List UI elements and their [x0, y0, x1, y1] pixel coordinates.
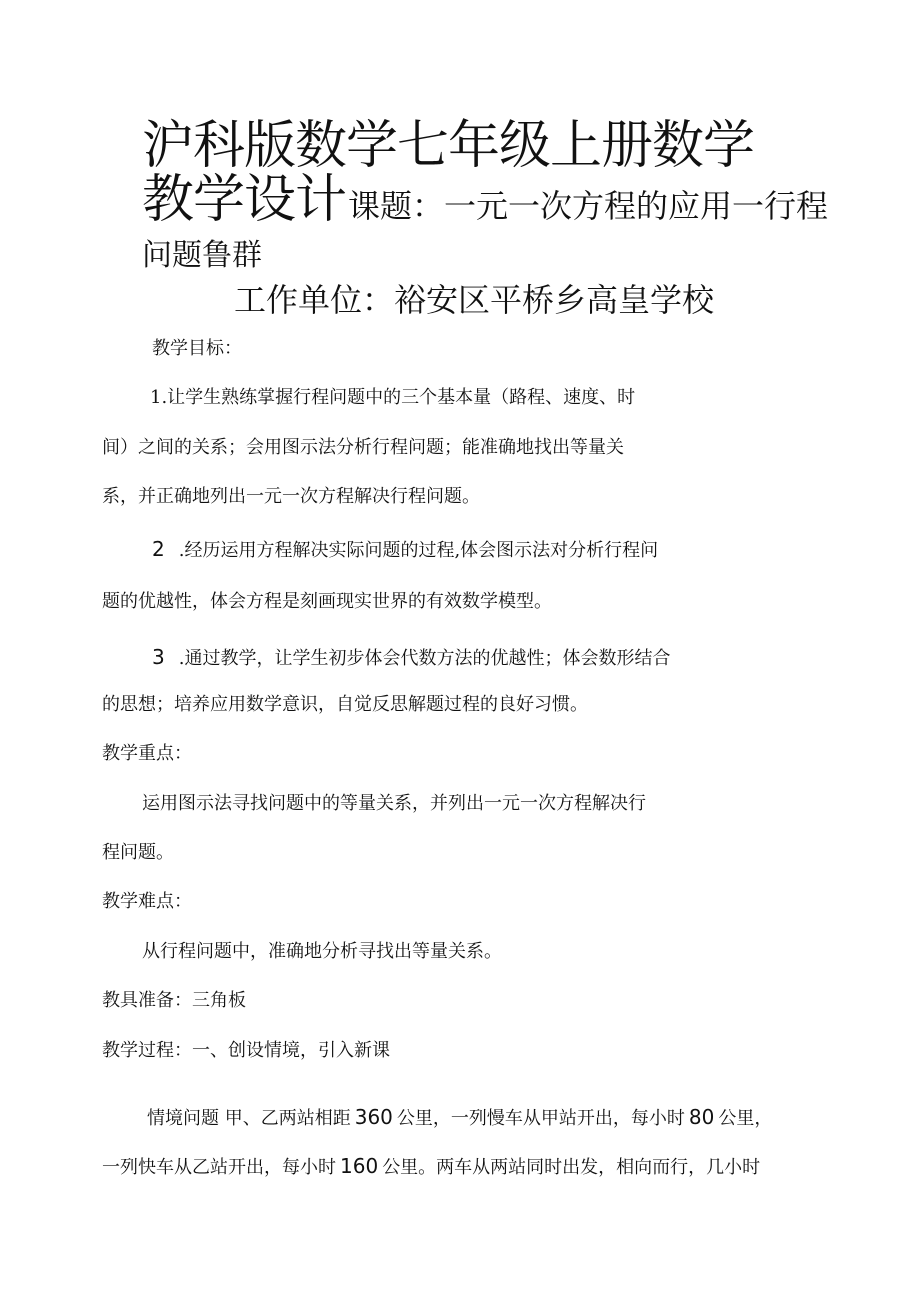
problem-text-4: 一列快车从乙站开出，每小时: [102, 1157, 336, 1178]
objective-1-line-1: 1.让学生熟练掌握行程问题中的三个基本量（路程、速度、时: [150, 387, 636, 408]
slow-speed-value: 80: [688, 1105, 715, 1129]
lesson-topic: 课题：一元一次方程的应用一行程: [348, 187, 829, 225]
difficulty-heading: 教学难点：: [102, 891, 192, 912]
objective-2-text: .经历运用方程解决实际问题的过程,体会图示法对分析行程问: [178, 540, 659, 561]
title-big-part: 教学设计: [142, 170, 347, 230]
objective-3-line-2: 的思想；培养应用数学意识，自觉反思解题过程的良好习惯。: [102, 694, 588, 715]
tools-line: 教具准备：三角板: [102, 990, 246, 1011]
key-point-line-2: 程问题。: [102, 842, 174, 863]
problem-text-5: 公里。两车从两站同时出发，相向而行，几小时: [382, 1157, 761, 1178]
title-line-2: [142, 172, 828, 228]
objective-2-line-1: [152, 537, 658, 563]
key-point-line-1: 运用图示法寻找问题中的等量关系，并列出一元一次方程解决行: [142, 793, 646, 814]
teacher-name-line: 问题鲁群: [142, 238, 262, 273]
problem-line-1: [147, 1105, 772, 1131]
objective-3-number: 3: [152, 645, 165, 669]
fast-speed-value: 160: [340, 1154, 379, 1178]
process-line: 教学过程：一、创设情境，引入新课: [102, 1040, 390, 1061]
distance-value: 360: [354, 1105, 393, 1129]
problem-text-3: 公里，: [718, 1108, 773, 1129]
key-point-heading: 教学重点：: [102, 743, 192, 764]
objective-2-number: 2: [152, 537, 165, 561]
work-unit: 工作单位：裕安区平桥乡高皇学校: [234, 281, 715, 319]
title-line-1: 沪科版数学七年级上册数学: [142, 116, 755, 176]
objective-1-line-3: 系，并正确地列出一元一次方程解决行程问题。: [102, 486, 480, 507]
objective-2-line-2: 题的优越性，体会方程是刻画现实世界的有效数学模型。: [102, 591, 552, 612]
problem-text-2: 公里，一列慢车从甲站开出，每小时: [396, 1108, 685, 1129]
objective-3-line-1: [152, 645, 670, 671]
problem-line-2: [102, 1154, 760, 1180]
objectives-heading: 教学目标：: [152, 338, 242, 359]
objective-3-text: .通过教学，让学生初步体会代数方法的优越性；体会数形结合: [178, 648, 671, 669]
objective-1-line-2: 间）之间的关系；会用图示法分析行程问题；能准确地找出等量关: [102, 437, 624, 458]
difficulty-line-1: 从行程问题中，准确地分析寻找出等量关系。: [142, 941, 502, 962]
problem-text-1: 情境问题 甲、乙两站相距: [147, 1108, 351, 1129]
